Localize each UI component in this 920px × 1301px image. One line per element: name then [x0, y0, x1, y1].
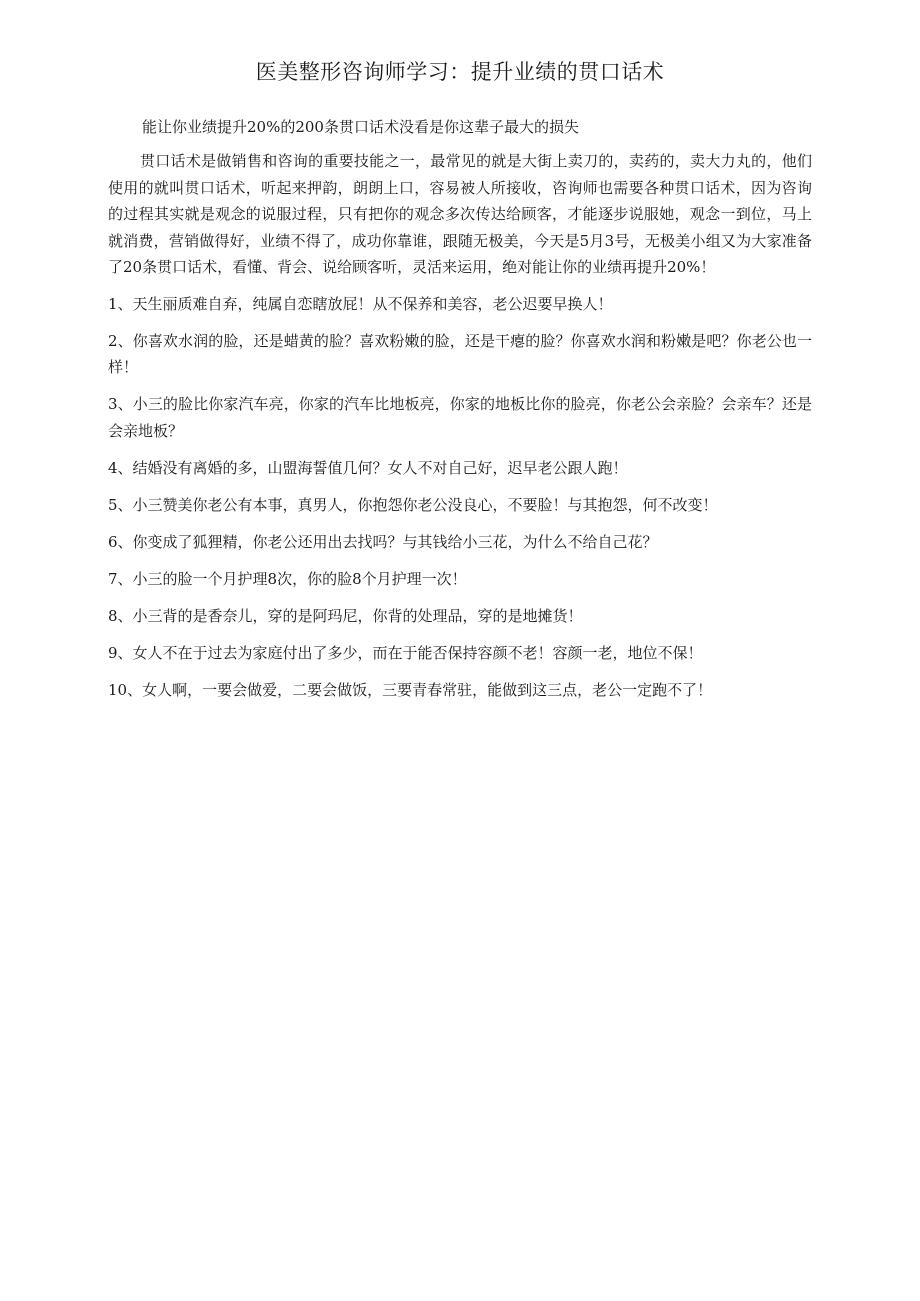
- intro-paragraph: 贯口话术是做销售和咨询的重要技能之一，最常见的就是大街上卖刀的，卖药的，卖大力丸的，他们使用的就叫贯口话术，听起来押韵，朗朗上口，容易被人所接收，咨询师也需要各种贯口话术，因为咨询的过程其实就是观念的说服过程，只有把你的观念多次传达给顾客，才能逐步说服她，观念一到位，马上就消费，营销做得好，业绩不得了，成功你靠谁，跟随无极美，今天是5月3号，无极美小组又为大家准备了20条贯口话术，看懂、背会、说给顾客听，灵活来运用，绝对能让你的业绩再提升20%！: [108, 152, 812, 276]
- phrase-list: [108, 291, 812, 704]
- list-item: 4、结婚没有离婚的多，山盟海誓值几何？女人不对自己好，迟早老公跟人跑！: [108, 458, 628, 477]
- list-item: 5、小三赞美你老公有本事，真男人，你抱怨你老公没良心，不要脸！与其抱怨，何不改变！: [108, 495, 718, 514]
- list-item: 7、小三的脸一个月护理8次，你的脸8个月护理一次！: [108, 569, 467, 588]
- list-item: 8、小三背的是香奈儿，穿的是阿玛尼，你背的处理品，穿的是地摊货！: [108, 606, 583, 625]
- list-item: 3、小三的脸比你家汽车亮，你家的汽车比地板亮，你家的地板比你的脸亮，你老公会亲脸？会亲车？还是会亲地板？: [108, 395, 812, 440]
- list-item: 10、女人啊，一要会做爱，二要会做饭，三要青春常驻，能做到这三点，老公一定跑不了！: [108, 680, 713, 699]
- list-item: 2、你喜欢水润的脸，还是蜡黄的脸？喜欢粉嫩的脸，还是干瘪的脸？你喜欢水润和粉嫩是吧？你老公也一样！: [108, 331, 812, 376]
- document-subtitle: 能让你业绩提升20%的200条贯口话术没看是你这辈子最大的损失: [142, 118, 579, 136]
- document-title: 医美整形咨询师学习：提升业绩的贯口话术: [255, 60, 665, 84]
- list-item: 9、女人不在于过去为家庭付出了多少，而在于能否保持容颜不老！容颜一老，地位不保！: [108, 643, 703, 662]
- list-item: 1、天生丽质难自弃，纯属自恋瞎放屁！从不保养和美容，老公迟要早换人！: [108, 294, 613, 313]
- list-item: 6、你变成了狐狸精，你老公还用出去找吗？与其钱给小三花，为什么不给自己花？: [108, 532, 658, 551]
